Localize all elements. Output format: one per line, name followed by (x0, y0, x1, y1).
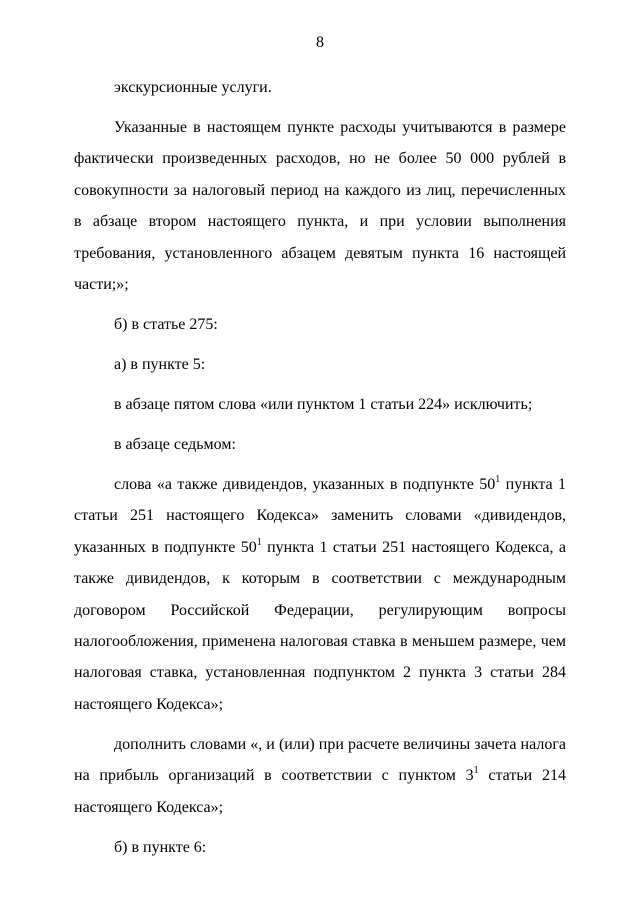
paragraph-supplement-words (74, 729, 566, 823)
text-segment: статьи 214 настоящего Кодекса»; (74, 767, 566, 816)
paragraph-continuation: экскурсионные услуги. (114, 79, 272, 96)
superscript: 1 (495, 473, 501, 485)
paragraph-point-6: б) в пункте 6: (114, 838, 207, 856)
paragraph-article-275: б) в статье 275: (114, 316, 218, 334)
superscript: 1 (473, 764, 479, 776)
text-segment: пункта 1 статьи 251 настоящего Кодекса, а также дивидендов, к которым в соответствии с международным договором Российской Федерации, регулирующим вопросы налогообложения, применена налоговая ставка в меньшем размере, чем налоговая ставка, установленная подпунктом 2 пункта 3 статьи 284 настоящего Кодекса»; (74, 538, 566, 713)
paragraph-fifth-abzac: в абзаце пятом слова «или пунктом 1 статьи 224» исключить; (114, 396, 533, 414)
text-segment: пункта 1 статьи 251 настоящего Кодекса» заменить словами «дивидендов, указанных в подпункте 50 (74, 476, 566, 556)
paragraph-point-5: а) в пункте 5: (114, 356, 206, 374)
paragraph-replace-words (74, 469, 566, 720)
page-number: 8 (316, 34, 324, 51)
text-segment: слова «а также дивидендов, указанных в подпункте 50 (114, 476, 496, 494)
text-segment: дополнить словами «, и (или) при расчете величины зачета налога на прибыль организаций в соответствии с пунктом 3 (74, 735, 566, 785)
superscript: 1 (256, 536, 262, 548)
paragraph-seventh-abzac: в абзаце седьмом: (114, 436, 236, 454)
paragraph-expenses-limit: Указанные в настоящем пункте расходы учитываются в размере фактически произведенных расходов, но не более 50 000 рублей в совокупности за налоговый период на каждого из лиц, перечисленных в абзаце втором настоящего пункта, и при условии выполнения требования, установленного абзацем девятым пункта 16 настоящей части;»; (74, 119, 566, 294)
document-body (74, 72, 566, 863)
